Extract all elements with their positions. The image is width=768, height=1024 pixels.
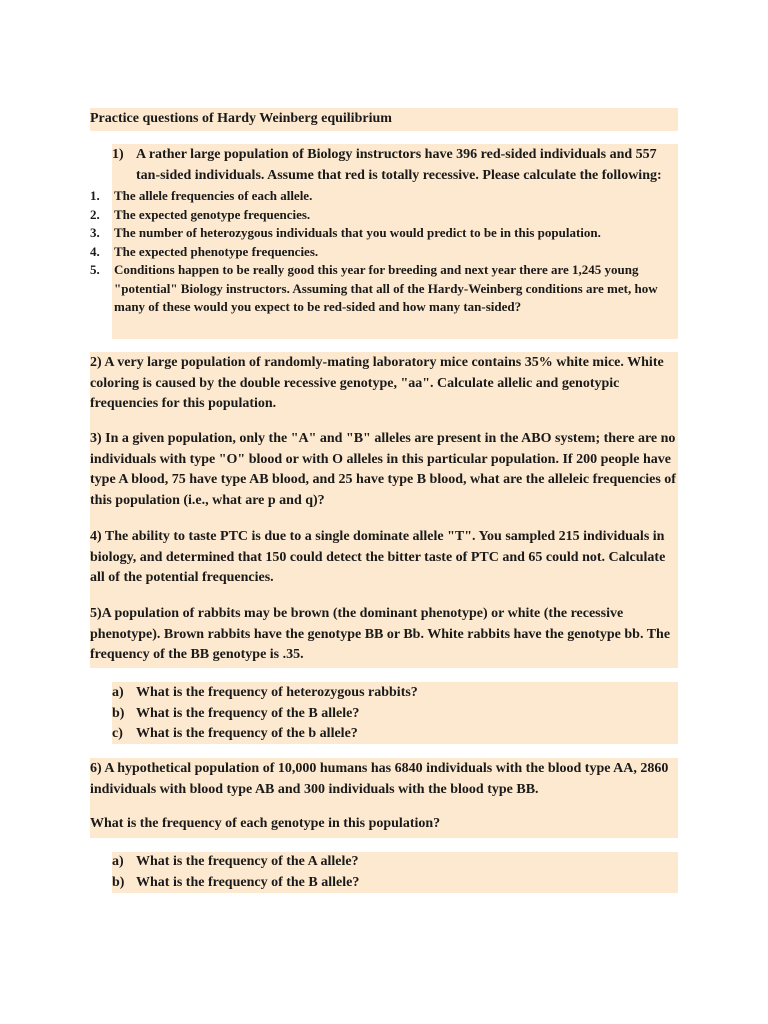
page-title [90,108,678,131]
list-item-number: 5. [90,262,100,277]
list-item-text: What is the frequency of the B allele? [136,874,360,890]
question-1-number: 1) [112,147,124,162]
list-item-number: b) [112,705,125,721]
list-item-number: 3. [90,225,100,240]
list-item-number: a) [112,685,124,700]
list-item-number: a) [112,854,124,869]
list-item [112,724,678,745]
question-4-text: 4) The ability to taste PTC is due to a single dominate allele "T". You sampled 215 individuals in biology, and determined that 150 could detect the bitter taste of PTC and 65 could not. Calculate all of the potential frequencies. [90,529,666,585]
list-item [90,261,678,317]
list-item-text: What is the frequency of the A allele? [136,854,359,869]
question-3-text: 3) In a given population, only the "A" and "B" alleles are present in the ABO system; there are no individuals with type "O" blood or with O alleles in this particular population. If 200 people have type A blood, 75 have type AB blood, and 25 have type B blood, what are the alleleic frequencies of this population (i.e., what are p and q)? [90,431,676,508]
list-item-text: The allele frequencies of each allele. [114,188,313,203]
list-item-text: What is the frequency of the B allele? [136,705,360,721]
question-5-list [112,682,678,744]
question-1-block [90,144,678,339]
list-item [112,683,678,704]
question-3 [90,418,678,513]
question-6 [90,758,678,838]
list-item-text: Conditions happen to be really good this year for breeding and next year there are 1,245 young "potential" Biology instructors. Assuming that all of the Hardy-Weinberg conditions are met, how many of these would you expect to be red-sided and how many tan-sided? [114,262,658,314]
list-item [90,206,678,225]
question-1 [90,145,678,186]
list-item-text: What is the frequency of heterozygous rabbits? [136,685,418,700]
list-item-text: What is the frequency of the b allele? [136,726,358,741]
list-item [112,704,678,725]
list-item [90,224,678,243]
list-item [112,873,678,894]
list-item [112,852,678,873]
question-1-text: A rather large population of Biology instructors have 396 red-sided individuals and 557 tan-sided individuals. Assume that red is totally recessive. Please calculate the following: [136,147,662,183]
list-item [90,187,678,206]
list-item-number: b) [112,874,125,890]
list-item-number: c) [112,726,123,741]
list-item-text: The expected genotype frequencies. [114,206,311,222]
question-2 [90,352,678,418]
list-item-number: 4. [90,243,100,259]
list-item-text: The number of heterozygous individuals that you would predict to be in this population. [114,225,601,240]
question-6-prompt: What is the frequency of each genotype in this population? [90,816,441,831]
question-4 [90,513,678,590]
title-text: Practice questions of Hardy Weinberg equilibrium [90,111,392,126]
list-item-text: The expected phenotype frequencies. [114,243,319,259]
list-item [90,243,678,262]
question-2-text: 2) A very large population of randomly-mating laboratory mice contains 35% white mice. White coloring is caused by the double recessive genotype, "aa". Calculate allelic and genotypic frequencies for this population. [90,355,664,411]
list-item-number: 2. [90,206,100,222]
question-6-text: 6) A hypothetical population of 10,000 humans has 6840 individuals with the blood type AA, 2860 individuals with blood type AB and 300 individuals with the blood type BB. [90,761,669,797]
question-5-text: 5)A population of rabbits may be brown (the dominant phenotype) or white (the recessive phenotype). Brown rabbits have the genotype BB or Bb. White rabbits have the genotype bb. The frequency of the BB genotype is .35. [90,606,671,662]
list-item-number: 1. [90,188,100,203]
question-5 [90,590,678,668]
question-6-list [112,852,678,893]
